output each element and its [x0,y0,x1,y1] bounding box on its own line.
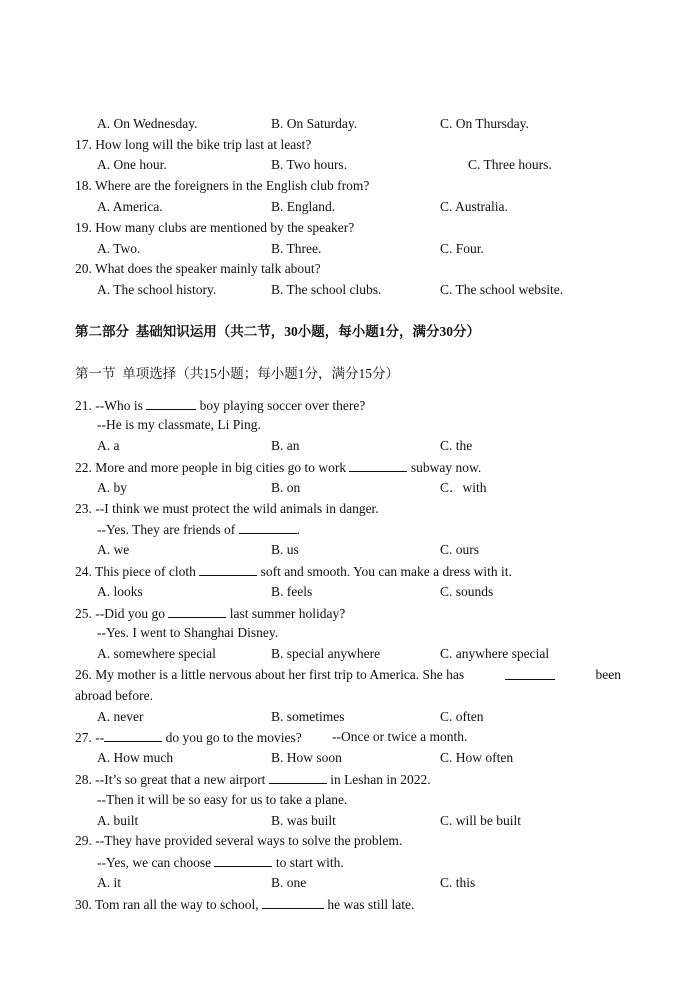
q26-stem-text [75,665,621,685]
answer-blank [262,894,324,909]
q22-stem-pre: 22. More and more people in big cities go to work [75,460,350,475]
q21-stem-post: boy playing soccer over there? [196,398,366,413]
q21-line2 [0,415,696,435]
q18-option-a: A. America. [97,199,163,214]
q17-option-a: A. One hour. [97,157,167,172]
answer-blank [269,769,327,784]
q28-options [0,811,696,831]
answer-blank [214,852,272,867]
q21-stem-pre: 21. --Who is [75,398,147,413]
q28-option-b: B. was built [271,813,336,828]
q28-option-c: C. will be built [440,813,521,828]
section1-heading-text: 第一节 单项选择（共15小题；每小题1分，满分15分） [75,366,399,381]
q24-stem-pre: 24. This piece of cloth [75,564,200,579]
q25-stem-pre: 25. --Did you go [75,606,169,621]
q22-stem [0,457,696,477]
q25-options [0,644,696,664]
q25-stem-text [75,603,345,624]
q23-option-c: C. ours [440,542,480,557]
q25-stem [0,603,696,623]
q20-options [0,280,696,300]
q25-line2-text: --Yes. I went to Shanghai Disney. [97,625,279,640]
q29-option-b: B. one [271,875,307,890]
q21-stem [0,395,696,415]
q21-line2-text: --He is my classmate, Li Ping. [97,417,261,432]
q21-option-b: B. an [271,438,300,453]
q26-stem [0,665,696,685]
q29-line2-post: to start with. [272,855,344,870]
q24-option-c: C. sounds [440,584,494,599]
q19-options [0,239,696,259]
q26-option-a: A. never [97,709,144,724]
q28-option-a: A. built [97,813,139,828]
q16-option-a: A. On Wednesday. [97,116,198,131]
q25-line2 [0,623,696,643]
answer-blank [349,457,407,472]
q23-stem [0,499,696,519]
q23-line2-post: . [296,522,300,537]
q20-stem [0,259,696,279]
q19-option-c: C. Four. [440,241,484,256]
part2-heading [0,322,696,342]
q23-line2-text [97,519,300,540]
q20-stem-text: 20. What does the speaker mainly talk about? [75,261,321,276]
q24-option-a: A. looks [97,584,143,599]
q27-option-b: B. How soon [271,750,342,765]
q22-option-a: A. by [97,480,127,495]
q23-option-b: B. us [271,542,299,557]
q26-line2 [0,686,696,706]
q29-option-c: C. this [440,875,476,890]
q23-option-a: A. we [97,542,130,557]
q24-stem [0,561,696,581]
q30-stem-pre: 30. Tom ran all the way to school, [75,897,263,912]
q16-options [0,114,696,134]
q22-option-b: B. on [271,480,301,495]
q18-stem [0,176,696,196]
q27-option-c: C. How often [440,750,514,765]
q19-stem-text: 19. How many clubs are mentioned by the speaker? [75,220,355,235]
q30-stem-text [75,894,414,915]
answer-blank [505,665,555,680]
q29-line2-text [97,852,344,873]
q19-option-b: B. Three. [271,241,322,256]
q29-option-a: A. it [97,875,122,890]
answer-blank [239,519,297,534]
q21-option-c: C. the [440,438,473,453]
q17-option-b: B. Two hours. [271,157,348,172]
q17-option-c: C. Three hours. [468,157,552,172]
q23-options [0,540,696,560]
q18-options [0,197,696,217]
q24-options [0,582,696,602]
q28-stem-text [75,769,431,790]
q17-options [0,155,696,175]
answer-blank [146,395,196,410]
q27-stem-text [75,727,302,748]
q16-option-b: B. On Saturday. [271,116,358,131]
q21-option-a: A. a [97,438,120,453]
q26-options [0,707,696,727]
q20-option-a: A. The school history. [97,282,217,297]
q17-stem [0,135,696,155]
q23-stem-text: 23. --I think we must protect the wild animals in danger. [75,501,379,516]
q28-stem [0,769,696,789]
q19-stem [0,218,696,238]
q30-stem [0,894,696,914]
q21-stem-text [75,395,365,416]
q29-line2 [0,852,696,872]
q26-stem-post: been [592,667,621,682]
q24-stem-post: soft and smooth. You can make a dress with it. [257,564,512,579]
answer-blank [168,603,226,618]
q25-stem-post: last summer holiday? [226,606,346,621]
q30-stem-post: he was still late. [324,897,415,912]
q29-line2-pre: --Yes, we can choose [97,855,215,870]
q27-reply: --Once or twice a month. [332,729,468,744]
answer-blank [104,727,162,742]
q26-line2-text: abroad before. [75,688,153,703]
answer-blank [199,561,257,576]
q27-stem-pre: 27. -- [75,730,105,745]
q18-stem-text: 18. Where are the foreigners in the English club from? [75,178,370,193]
q18-option-c: C. Australia. [440,199,508,214]
q22-options [0,478,696,498]
q29-stem-text: 29. --They have provided several ways to solve the problem. [75,833,403,848]
q24-option-b: B. feels [271,584,313,599]
q28-line2 [0,790,696,810]
q20-option-c: C. The school website. [440,282,564,297]
q26-option-b: B. sometimes [271,709,345,724]
q22-stem-post: subway now. [407,460,482,475]
q27-stem-mid: do you go to the movies? [162,730,302,745]
q25-option-b: B. special anywhere [271,646,381,661]
q19-option-a: A. Two. [97,241,141,256]
q27-option-a: A. How much [97,750,174,765]
q23-line2-pre: --Yes. They are friends of [97,522,239,537]
q25-option-a: A. somewhere special [97,646,216,661]
q28-stem-pre: 28. --It’s so great that a new airport [75,772,269,787]
q22-option-c: C．with [440,480,487,495]
q23-line2 [0,519,696,539]
q20-option-b: B. The school clubs. [271,282,382,297]
q28-line2-text: --Then it will be so easy for us to take a plane. [97,792,348,807]
part2-heading-text: 第二部分 基础知识运用（共二节，30小题，每小题1分，满分30分） [75,324,480,339]
q24-stem-text [75,561,512,582]
q29-stem [0,831,696,851]
q21-options [0,436,696,456]
q26-option-c: C. often [440,709,484,724]
q27-options [0,748,696,768]
q17-stem-text: 17. How long will the bike trip last at least? [75,137,312,152]
section1-heading [0,364,696,384]
q26-stem-pre: 26. My mother is a little nervous about her first trip to America. She has [75,667,468,682]
q27-stem [0,727,696,747]
q25-option-c: C. anywhere special [440,646,550,661]
q22-stem-text [75,457,481,478]
q18-option-b: B. England. [271,199,336,214]
q16-option-c: C. On Thursday. [440,116,529,131]
q29-options [0,873,696,893]
q28-stem-post: in Leshan in 2022. [326,772,431,787]
